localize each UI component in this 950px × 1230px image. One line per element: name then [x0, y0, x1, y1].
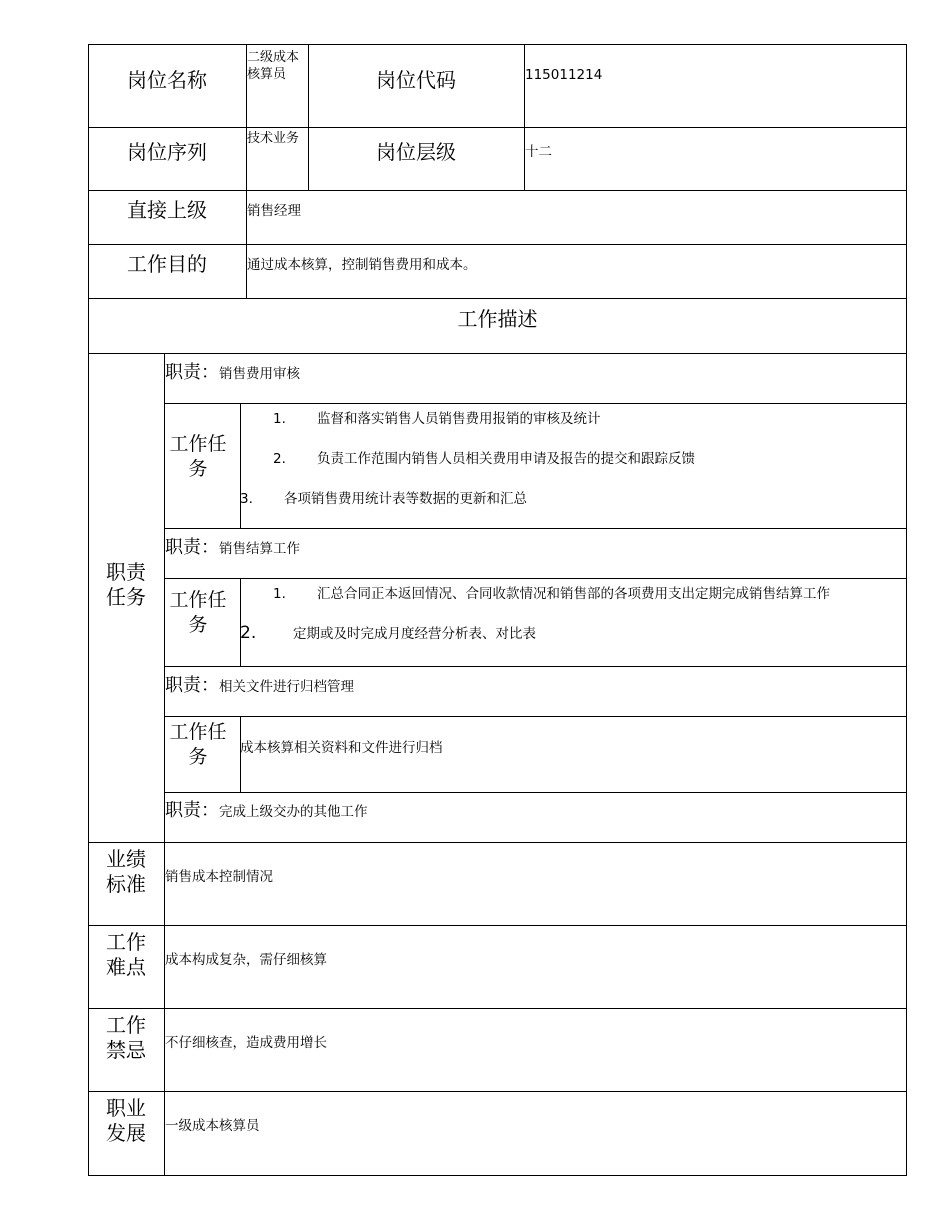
purpose-label: 工作目的: [127, 252, 207, 276]
duty-name: 销售结算工作: [219, 541, 300, 557]
task-text: 成本核算相关资料和文件进行归档: [240, 740, 443, 756]
position-code-label: 岗位代码: [376, 68, 456, 92]
career-label: 职业发展: [106, 1096, 146, 1145]
task-item: [240, 487, 527, 507]
task-number: 2.: [273, 451, 286, 467]
position-level-label: 岗位层级: [376, 140, 456, 164]
task-label: 工作任务: [169, 589, 227, 636]
duty-name: 销售费用审核: [219, 366, 300, 382]
task-text: 监督和落实销售人员销售费用报销的审核及统计: [317, 411, 601, 427]
description-title: 工作描述: [457, 307, 538, 331]
duty-row: [165, 796, 368, 822]
task-number: 2.: [240, 623, 257, 643]
position-name-value: 二级成本核算员: [247, 50, 300, 82]
career-value: 一级成本核算员: [165, 1118, 260, 1134]
duty-prefix: 职责：: [165, 675, 219, 696]
duty-prefix: 职责：: [165, 362, 219, 383]
task-label: 工作任务: [169, 721, 227, 768]
supervisor-value: 销售经理: [247, 203, 301, 219]
position-level-value: 十二: [525, 144, 552, 160]
task-item: [273, 582, 830, 602]
performance-value: 销售成本控制情况: [165, 869, 273, 885]
position-code-value: 115011214: [525, 67, 603, 83]
task-text: 负责工作范围内销售人员相关费用申请及报告的提交和跟踪反馈: [317, 451, 695, 467]
task-item: [273, 447, 695, 467]
position-series-value: 技术业务: [247, 131, 300, 146]
difficulty-label: 工作难点: [106, 930, 146, 979]
task-text: 定期或及时完成月度经营分析表、对比表: [293, 626, 536, 642]
duty-prefix: 职责：: [165, 800, 219, 821]
duties-section-label: 职责任务: [106, 560, 146, 609]
task-number: 1.: [273, 586, 286, 602]
duty-row: [165, 533, 300, 559]
task-number: 3.: [240, 491, 253, 507]
duty-name: 完成上级交办的其他工作: [219, 804, 368, 820]
task-item: [240, 622, 536, 643]
taboo-label: 工作禁忌: [106, 1013, 146, 1062]
supervisor-label: 直接上级: [127, 198, 207, 222]
duty-row: [165, 358, 300, 384]
difficulty-value: 成本构成复杂，需仔细核算: [165, 952, 327, 968]
task-item: [273, 407, 601, 427]
purpose-value: 通过成本核算，控制销售费用和成本。: [247, 257, 477, 273]
duty-prefix: 职责：: [165, 537, 219, 558]
taboo-value: 不仔细核查，造成费用增长: [165, 1035, 327, 1051]
performance-label: 业绩标准: [106, 847, 146, 896]
position-name-label: 岗位名称: [127, 68, 207, 92]
task-label: 工作任务: [169, 433, 227, 480]
task-text: 汇总合同正本返回情况、合同收款情况和销售部的各项费用支出定期完成销售结算工作: [317, 586, 830, 602]
duty-name: 相关文件进行归档管理: [219, 679, 354, 695]
duty-row: [165, 671, 354, 697]
task-text: 各项销售费用统计表等数据的更新和汇总: [284, 491, 527, 507]
task-number: 1.: [273, 411, 286, 427]
position-series-label: 岗位序列: [127, 140, 207, 164]
